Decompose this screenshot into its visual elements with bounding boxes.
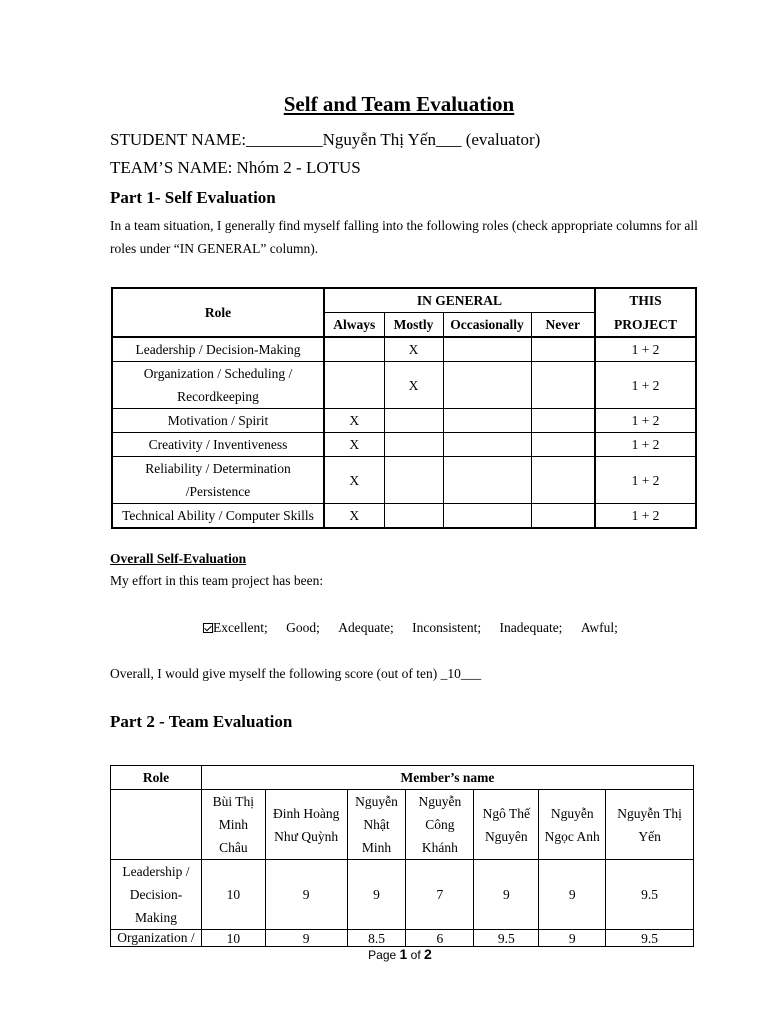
member-name: Nguyễn Thị Yến bbox=[606, 790, 694, 860]
checkbox-checked-icon[interactable] bbox=[203, 623, 213, 633]
project-cell: 1 + 2 bbox=[595, 457, 696, 504]
always-cell[interactable]: X bbox=[324, 409, 384, 433]
project-cell: 1 + 2 bbox=[595, 504, 696, 529]
role-cell: Creativity / Inventiveness bbox=[112, 433, 324, 457]
column-header-always: Always bbox=[324, 313, 384, 338]
role-cell: Technical Ability / Computer Skills bbox=[112, 504, 324, 529]
mostly-cell[interactable] bbox=[384, 457, 443, 504]
project-cell: 1 + 2 bbox=[595, 409, 696, 433]
score-cell[interactable]: 10 bbox=[201, 930, 265, 947]
project-cell: 1 + 2 bbox=[595, 433, 696, 457]
option-good[interactable]: Good; bbox=[286, 620, 320, 635]
score-cell[interactable]: 10 bbox=[201, 860, 265, 930]
mostly-cell[interactable]: X bbox=[384, 362, 443, 409]
mostly-cell[interactable] bbox=[384, 433, 443, 457]
member-name: Đinh Hoàng Như Quỳnh bbox=[265, 790, 347, 860]
total-pages: 2 bbox=[424, 946, 432, 962]
occasionally-cell[interactable] bbox=[443, 433, 531, 457]
mostly-cell[interactable] bbox=[384, 504, 443, 529]
occasionally-cell[interactable] bbox=[443, 457, 531, 504]
student-name-line: STUDENT NAME:_________Nguyễn Thị Yến___ (evaluator) bbox=[110, 130, 541, 149]
role-cell: Organization / Scheduling / Recordkeeping bbox=[112, 362, 324, 409]
member-name: Nguyễn Ngọc Anh bbox=[539, 790, 606, 860]
table-header-members: Member’s name bbox=[201, 766, 693, 790]
never-cell[interactable] bbox=[531, 433, 595, 457]
overall-self-evaluation-heading: Overall Self-Evaluation bbox=[110, 551, 247, 566]
member-name: Nguyễn Công Khánh bbox=[406, 790, 474, 860]
score-line: Overall, I would give myself the following score (out of ten) _10___ bbox=[110, 666, 482, 681]
current-page: 1 bbox=[399, 946, 408, 962]
score-cell[interactable]: 9 bbox=[265, 860, 347, 930]
table-row bbox=[112, 457, 696, 504]
mostly-cell[interactable]: X bbox=[384, 337, 443, 362]
part1-heading: Part 1- Self Evaluation bbox=[110, 188, 276, 207]
score-cell[interactable]: 9 bbox=[539, 930, 606, 947]
option-awful[interactable]: Awful; bbox=[580, 620, 618, 635]
occasionally-cell[interactable] bbox=[443, 337, 531, 362]
team-evaluation-table bbox=[110, 765, 694, 947]
always-cell[interactable] bbox=[324, 337, 384, 362]
page-label: Page bbox=[368, 948, 397, 962]
member-name: Nguyễn Nhật Minh bbox=[347, 790, 406, 860]
score-cell[interactable]: 6 bbox=[406, 930, 474, 947]
table-row bbox=[112, 409, 696, 433]
never-cell[interactable] bbox=[531, 409, 595, 433]
project-cell: 1 + 2 bbox=[595, 362, 696, 409]
role-cell: Reliability / Determination /Persistence bbox=[112, 457, 324, 504]
never-cell[interactable] bbox=[531, 457, 595, 504]
option-inconsistent[interactable]: Inconsistent; bbox=[412, 620, 482, 635]
never-cell[interactable] bbox=[531, 362, 595, 409]
column-header-never: Never bbox=[531, 313, 595, 338]
score-cell[interactable]: 7 bbox=[406, 860, 474, 930]
always-cell[interactable]: X bbox=[324, 433, 384, 457]
never-cell[interactable] bbox=[531, 504, 595, 529]
score-cell[interactable]: 8.5 bbox=[347, 930, 406, 947]
score-cell[interactable]: 9 bbox=[539, 860, 606, 930]
page-title: Self and Team Evaluation bbox=[283, 92, 515, 116]
score-cell[interactable]: 9 bbox=[474, 860, 539, 930]
occasionally-cell[interactable] bbox=[443, 504, 531, 529]
always-cell[interactable]: X bbox=[324, 504, 384, 529]
role-cell: Organization / bbox=[111, 930, 202, 947]
part2-heading: Part 2 - Team Evaluation bbox=[110, 712, 293, 731]
table-header-this-project-2: PROJECT bbox=[595, 313, 696, 338]
column-header-mostly: Mostly bbox=[384, 313, 443, 338]
option-excellent[interactable]: Excellent; bbox=[213, 620, 268, 635]
role-cell: Leadership / Decision-Making bbox=[112, 337, 324, 362]
score-cell[interactable]: 9.5 bbox=[606, 860, 694, 930]
table-header-this-project-1: THIS bbox=[595, 288, 696, 313]
member-name: Bùi Thị Minh Châu bbox=[201, 790, 265, 860]
always-cell[interactable] bbox=[324, 362, 384, 409]
score-cell[interactable]: 9.5 bbox=[474, 930, 539, 947]
option-inadequate[interactable]: Inadequate; bbox=[499, 620, 563, 635]
table-header-in-general: IN GENERAL bbox=[324, 288, 595, 313]
effort-options bbox=[203, 620, 618, 636]
project-cell: 1 + 2 bbox=[595, 337, 696, 362]
table-row bbox=[112, 337, 696, 362]
role-cell: Motivation / Spirit bbox=[112, 409, 324, 433]
table-row bbox=[112, 362, 696, 409]
role-cell: Leadership / Decision-Making bbox=[111, 860, 202, 930]
score-cell[interactable]: 9.5 bbox=[606, 930, 694, 947]
page-of: of bbox=[410, 948, 421, 962]
part1-intro: In a team situation, I generally find myself falling into the following roles (check appropriate columns for all roles under “IN GENERAL” column). bbox=[110, 218, 698, 256]
table-row bbox=[111, 930, 694, 947]
column-header-occasionally: Occasionally bbox=[443, 313, 531, 338]
team-name-line: TEAM’S NAME: Nhóm 2 - LOTUS bbox=[110, 158, 361, 177]
always-cell[interactable]: X bbox=[324, 457, 384, 504]
table-header-role: Role bbox=[111, 766, 202, 790]
effort-line: My effort in this team project has been: bbox=[110, 573, 324, 588]
table-row bbox=[112, 433, 696, 457]
table-row bbox=[112, 504, 696, 529]
page-footer bbox=[0, 946, 768, 962]
score-cell[interactable]: 9 bbox=[347, 860, 406, 930]
occasionally-cell[interactable] bbox=[443, 362, 531, 409]
member-name: Ngô Thế Nguyên bbox=[474, 790, 539, 860]
table-header-role: Role bbox=[112, 288, 324, 337]
never-cell[interactable] bbox=[531, 337, 595, 362]
table-row bbox=[111, 860, 694, 930]
option-adequate[interactable]: Adequate; bbox=[338, 620, 394, 635]
self-evaluation-table bbox=[111, 287, 697, 529]
mostly-cell[interactable] bbox=[384, 409, 443, 433]
score-cell[interactable]: 9 bbox=[265, 930, 347, 947]
occasionally-cell[interactable] bbox=[443, 409, 531, 433]
